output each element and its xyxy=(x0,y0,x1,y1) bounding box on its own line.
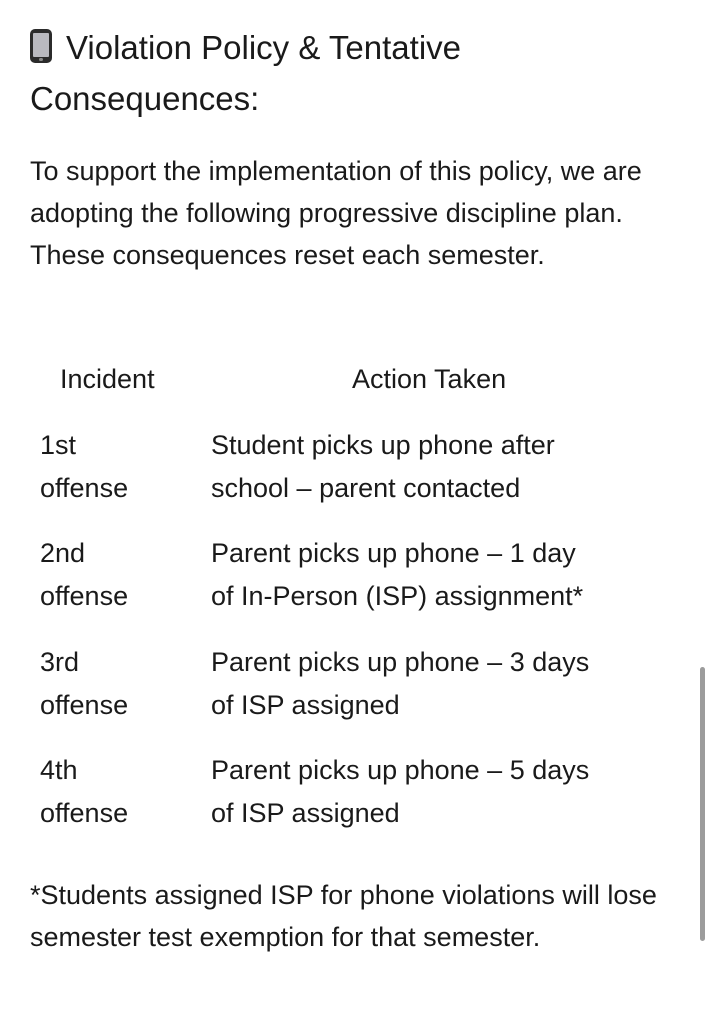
page-title xyxy=(30,22,670,124)
action-text-line-2: of In-Person (ISP) assignment* xyxy=(211,581,584,611)
action-text-line-2: of ISP assigned xyxy=(211,690,400,720)
action-cell xyxy=(211,641,671,727)
action-text-line-2: of ISP assigned xyxy=(211,798,400,828)
intro-paragraph: To support the implementation of this policy, we are adopting the following progressive discipline plan. These consequences reset each semester. xyxy=(30,156,642,270)
incident-cell xyxy=(40,424,170,510)
footnote: *Students assigned ISP for phone violations will lose semester test exemption for that semester. xyxy=(30,880,657,952)
action-cell xyxy=(211,424,671,510)
incident-cell xyxy=(40,749,170,835)
action-cell xyxy=(211,532,671,618)
title-line-1: Violation Policy & Tentative xyxy=(66,29,462,66)
action-cell xyxy=(211,749,671,835)
incident-cell xyxy=(40,532,170,618)
action-text-line-1: Student picks up phone after xyxy=(211,430,555,460)
incident-ordinal: 4th xyxy=(40,755,78,785)
incident-ordinal: 1st xyxy=(40,430,77,460)
incident-ordinal: 2nd xyxy=(40,538,86,568)
incident-cell xyxy=(40,641,170,727)
column-header-incident: Incident xyxy=(60,364,155,394)
action-text-line-2: school – parent contacted xyxy=(211,473,521,503)
vertical-scrollbar[interactable] xyxy=(700,667,705,941)
incident-label: offense xyxy=(40,581,129,611)
action-text-line-1: Parent picks up phone – 5 days xyxy=(211,755,590,785)
column-header-action: Action Taken xyxy=(352,364,507,394)
mobile-phone-icon xyxy=(30,29,52,63)
action-text-line-1: Parent picks up phone – 3 days xyxy=(211,647,590,677)
title-line-2: Consequences: xyxy=(30,80,260,117)
incident-ordinal: 3rd xyxy=(40,647,80,677)
incident-label: offense xyxy=(40,690,129,720)
incident-label: offense xyxy=(40,798,129,828)
incident-label: offense xyxy=(40,473,129,503)
action-text-line-1: Parent picks up phone – 1 day xyxy=(211,538,576,568)
